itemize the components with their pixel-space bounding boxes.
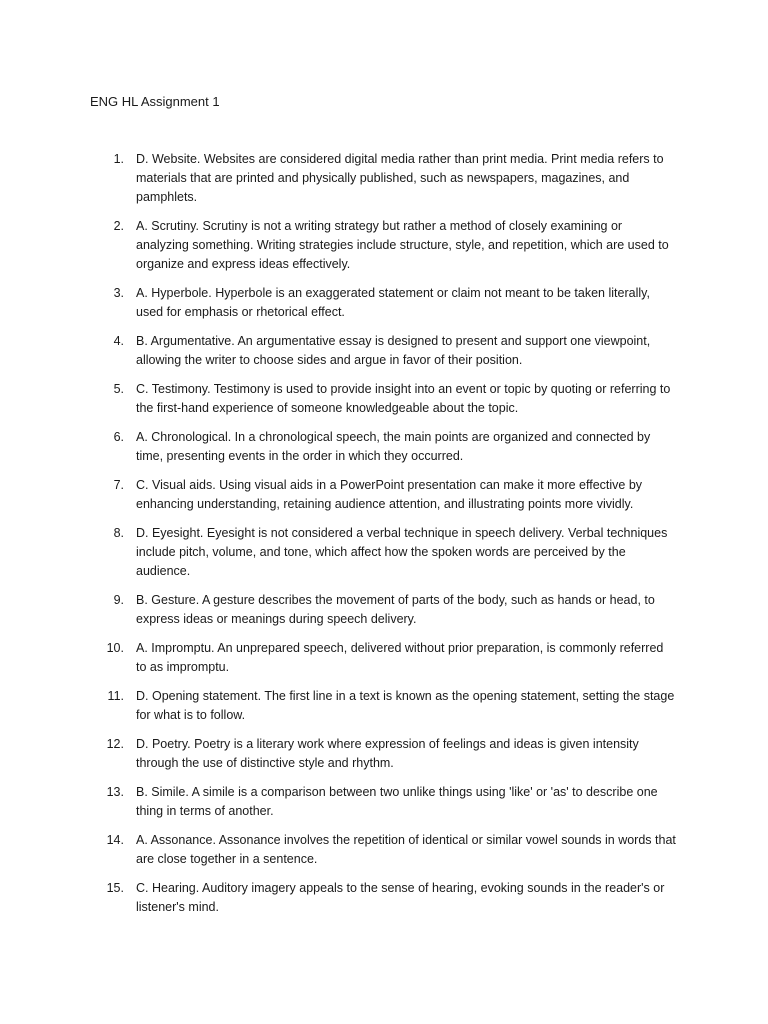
answer-item [0,831,768,869]
answer-text: C. Hearing. Auditory imagery appeals to the sense of hearing, evoking sounds in the reader's or listener's mind. [136,881,665,914]
answer-text: C. Visual aids. Using visual aids in a PowerPoint presentation can make it more effective by enhancing understanding, retaining audience attention, and illustrating points more vividly. [136,478,643,511]
answer-number: 7. [113,478,124,492]
answer-number: 8. [113,526,124,540]
answer-text: A. Scrutiny. Scrutiny is not a writing strategy but rather a method of closely examining or analyzing something. Writing strategies include structure, style, and repetition, which are used to organize and express ideas effectively. [136,219,669,271]
answer-text: B. Gesture. A gesture describes the movement of parts of the body, such as hands or head, to express ideas or meanings during speech delivery. [136,593,655,626]
answer-item [0,332,768,370]
answer-item [0,735,768,773]
answer-text: C. Testimony. Testimony is used to provide insight into an event or topic by quoting or referring to the first-hand experience of someone knowledgeable about the topic. [136,382,671,415]
answer-text: B. Argumentative. An argumentative essay is designed to present and support one viewpoint, allowing the writer to choose sides and argue in favor of their position. [136,334,651,367]
answer-item [0,476,768,514]
answer-number: 10. [106,641,124,655]
answer-item [0,879,768,917]
answer-item [0,783,768,821]
answer-text: A. Chronological. In a chronological speech, the main points are organized and connected by time, presenting events in the order in which they occurred. [136,430,651,463]
answer-item [0,150,768,207]
answer-number: 6. [113,430,124,444]
answer-item [0,524,768,581]
answer-text: D. Poetry. Poetry is a literary work where expression of feelings and ideas is given intensity through the use of distinctive style and rhythm. [136,737,639,770]
answer-text: D. Website. Websites are considered digital media rather than print media. Print media refers to materials that are printed and physically published, such as newspapers, magazines, and pamphlets. [136,152,664,204]
answer-item [0,687,768,725]
answer-number: 11. [107,689,124,703]
answer-number: 15. [106,881,124,895]
answer-text: A. Impromptu. An unprepared speech, delivered without prior preparation, is commonly referred to as impromptu. [136,641,664,674]
answer-item [0,639,768,677]
answer-text: D. Opening statement. The first line in a text is known as the opening statement, setting the stage for what is to follow. [136,689,675,722]
answer-text: D. Eyesight. Eyesight is not considered a verbal technique in speech delivery. Verbal techniques include pitch, volume, and tone, which affect how the spoken words are perceived by the audience. [136,526,668,578]
answer-number: 3. [113,286,124,300]
answer-number: 14. [106,833,124,847]
answer-number: 1. [113,152,124,166]
answer-text: A. Hyperbole. Hyperbole is an exaggerated statement or claim not meant to be taken literally, used for emphasis or rhetorical effect. [136,286,650,319]
answer-number: 12. [106,737,124,751]
answer-list [0,150,768,927]
document-title: ENG HL Assignment 1 [90,94,220,109]
answer-text: B. Simile. A simile is a comparison between two unlike things using 'like' or 'as' to describe one thing in terms of another. [136,785,658,818]
answer-item [0,428,768,466]
answer-number: 9. [113,593,124,607]
answer-item [0,380,768,418]
answer-number: 5. [113,382,124,396]
answer-number: 4. [113,334,124,348]
answer-item [0,591,768,629]
answer-number: 2. [113,219,124,233]
answer-item [0,284,768,322]
answer-item [0,217,768,274]
answer-text: A. Assonance. Assonance involves the repetition of identical or similar vowel sounds in words that are close together in a sentence. [136,833,676,866]
answer-number: 13. [106,785,124,799]
